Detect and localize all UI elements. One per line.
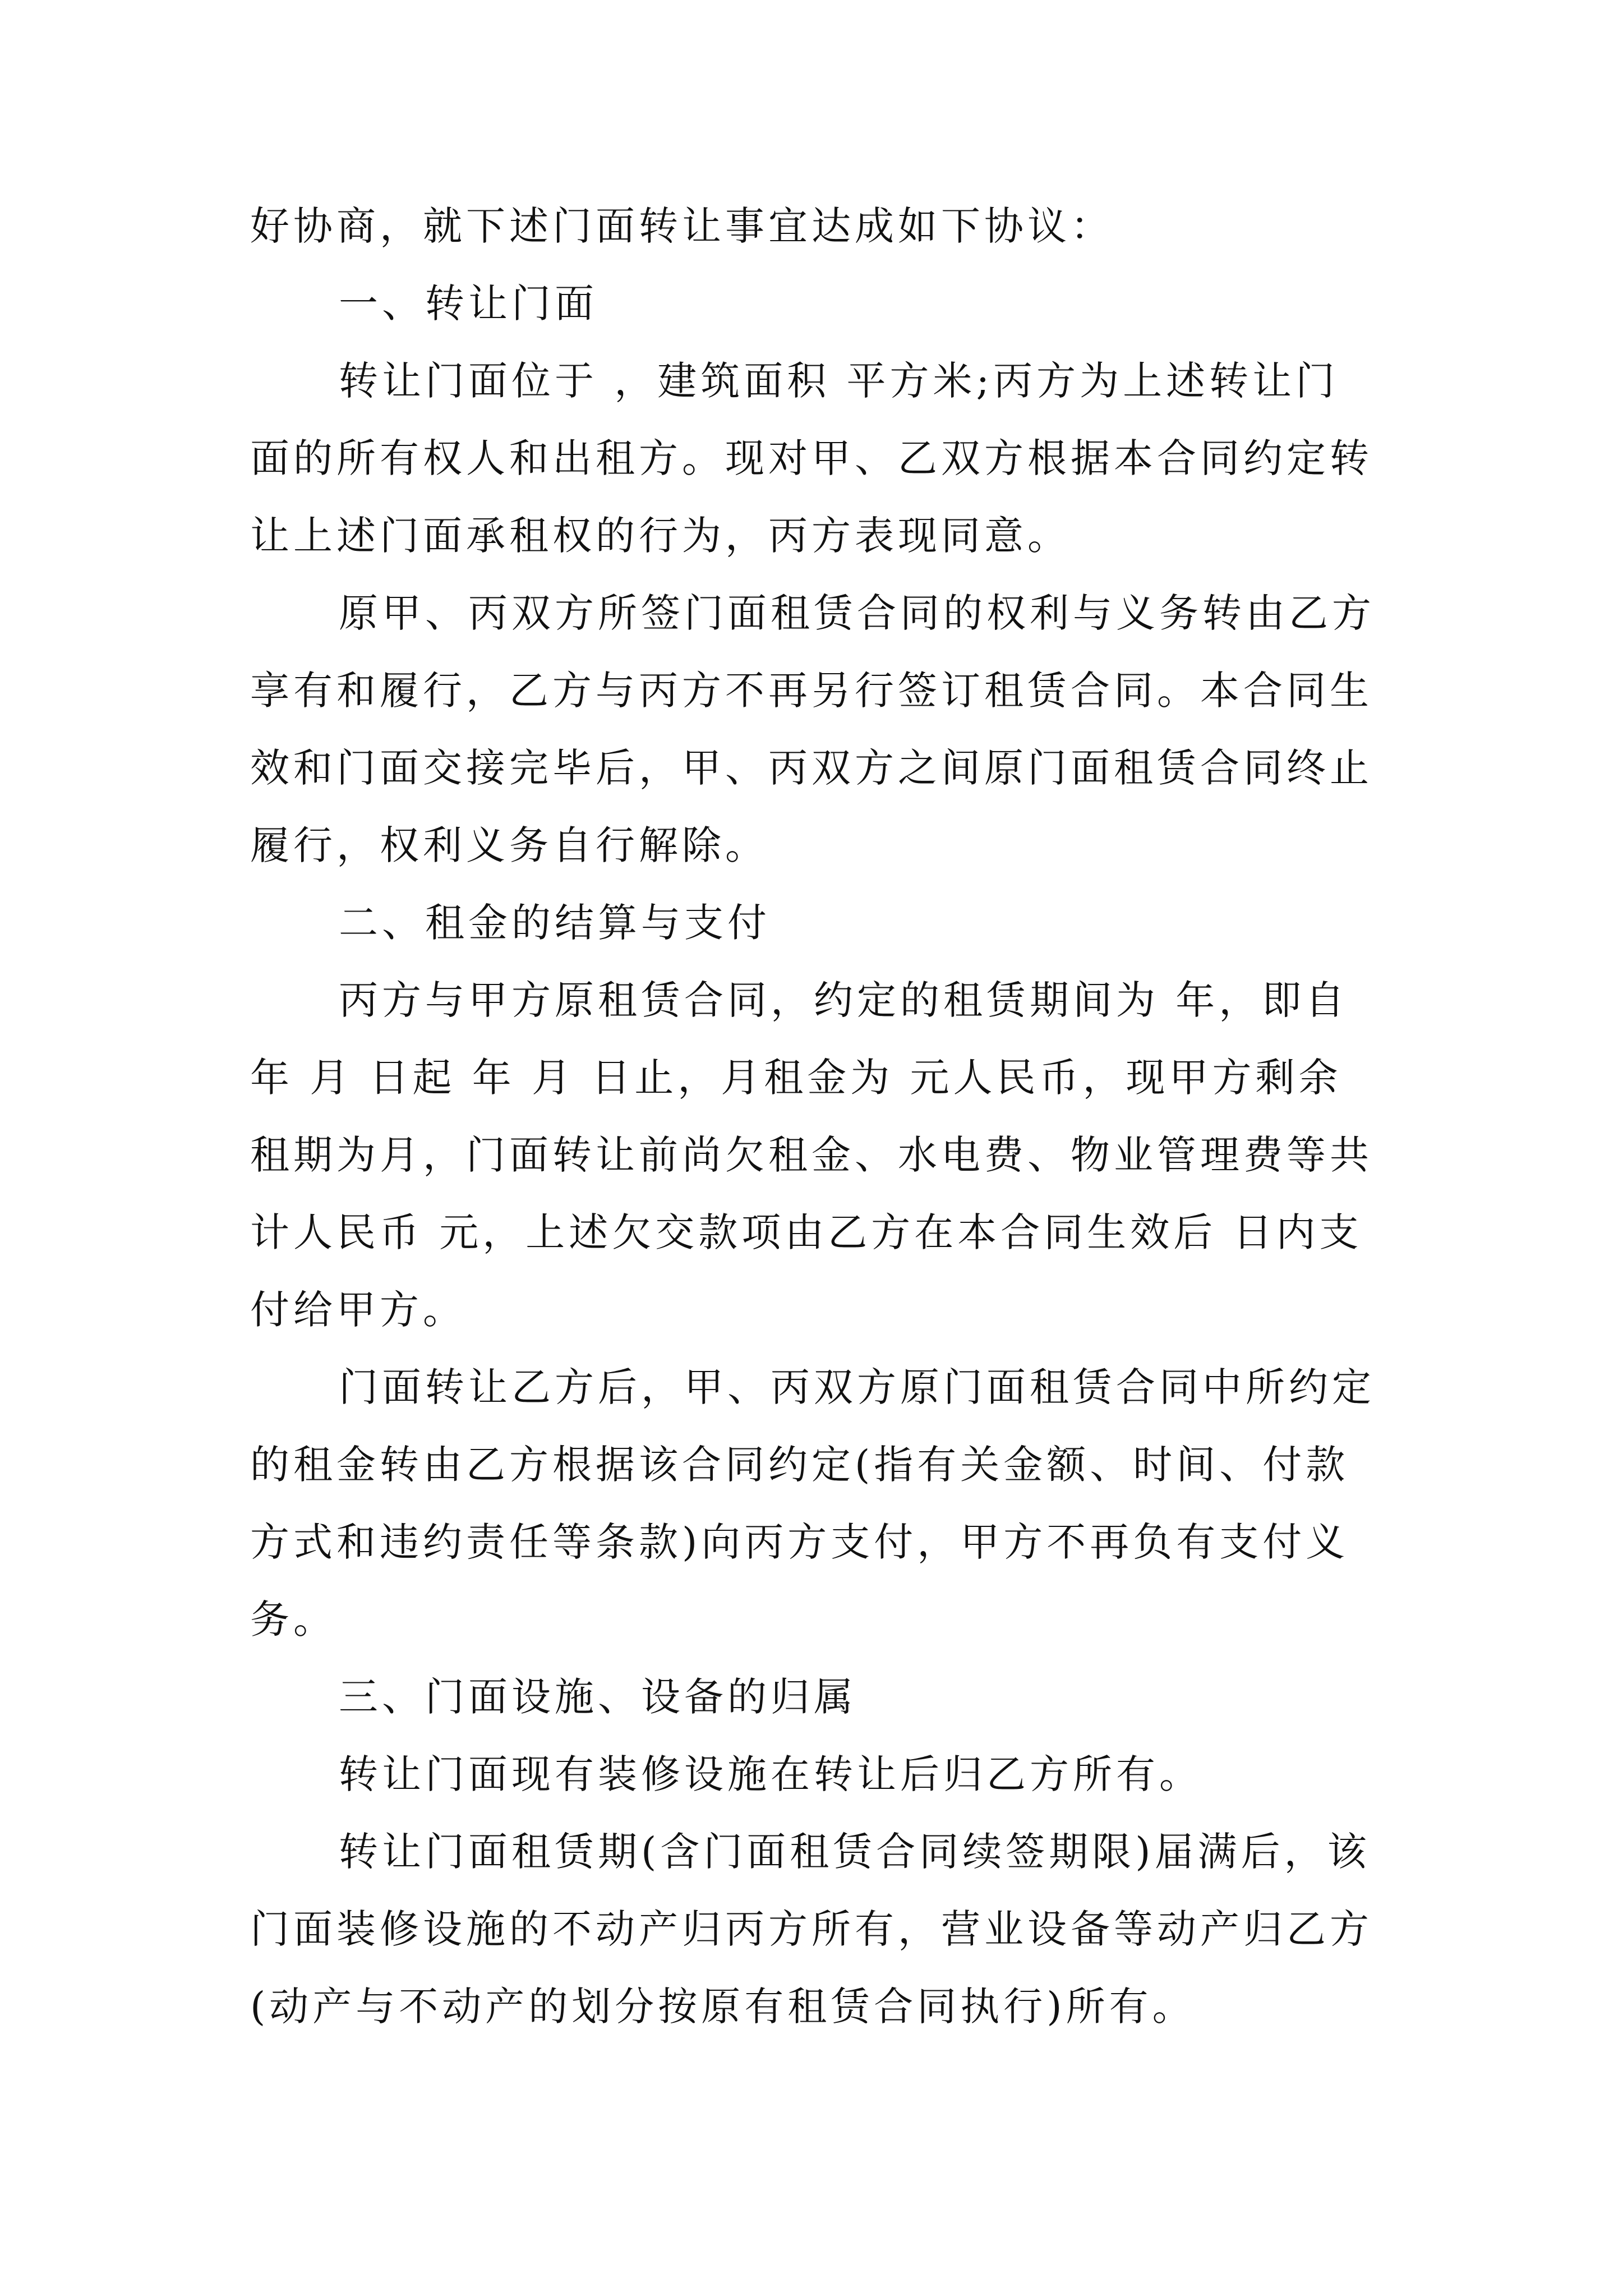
text-line: 务。 <box>250 1596 336 1642</box>
text-line: 转让门面租赁期(含门面租赁合同续签期限)届满后，该 <box>339 1829 1371 1875</box>
section-heading: 二、租金的结算与支付 <box>339 900 771 946</box>
text-line: 付给甲方。 <box>250 1287 466 1333</box>
text-line: 效和门面交接完毕后，甲、丙双方之间原门面租赁合同终止 <box>250 745 1373 791</box>
section-heading: 三、门面设施、设备的归属 <box>339 1674 857 1720</box>
text-line: (动产与不动产的划分按原有租赁合同执行)所有。 <box>250 1984 1196 2030</box>
text-line: 门面装修设施的不动产归丙方所有，营业设备等动产归乙方 <box>250 1906 1373 1952</box>
text-line: 原甲、丙双方所签门面租赁合同的权利与义务转由乙方 <box>339 590 1375 636</box>
text-line: 租期为月，门面转让前尚欠租金、水电费、物业管理费等共 <box>250 1132 1373 1178</box>
text-line: 的租金转由乙方根据该合同约定(指有关金额、时间、付款 <box>250 1442 1349 1488</box>
text-line: 丙方与甲方原租赁合同，约定的租赁期间为 年，即自 <box>339 977 1349 1023</box>
text-line: 年 月 日起 年 月 日止，月租金为 元人民币，现甲方剩余 <box>250 1055 1342 1101</box>
text-line: 方式和违约责任等条款)向丙方支付，甲方不再负有支付义 <box>250 1519 1349 1565</box>
text-line: 面的所有权人和出租方。现对甲、乙双方根据本合同约定转 <box>250 435 1373 481</box>
text-line: 享有和履行，乙方与丙方不再另行签订租赁合同。本合同生 <box>250 668 1373 714</box>
text-line: 转让门面现有装修设施在转让后归乙方所有。 <box>339 1751 1202 1797</box>
text-line: 好协商，就下述门面转让事宜达成如下协议： <box>250 203 1114 249</box>
text-line: 计人民币 元，上述欠交款项由乙方在本合同生效后 日内支 <box>250 1209 1363 1255</box>
text-line: 履行，权利义务自行解除。 <box>250 822 768 868</box>
text-line: 让上述门面承租权的行为，丙方表现同意。 <box>250 513 1071 559</box>
section-heading: 一、转让门面 <box>339 280 598 326</box>
text-line: 转让门面位于 ，建筑面积 平方米;丙方为上述转让门 <box>339 358 1339 404</box>
text-line: 门面转让乙方后，甲、丙双方原门面租赁合同中所约定 <box>339 1364 1375 1410</box>
